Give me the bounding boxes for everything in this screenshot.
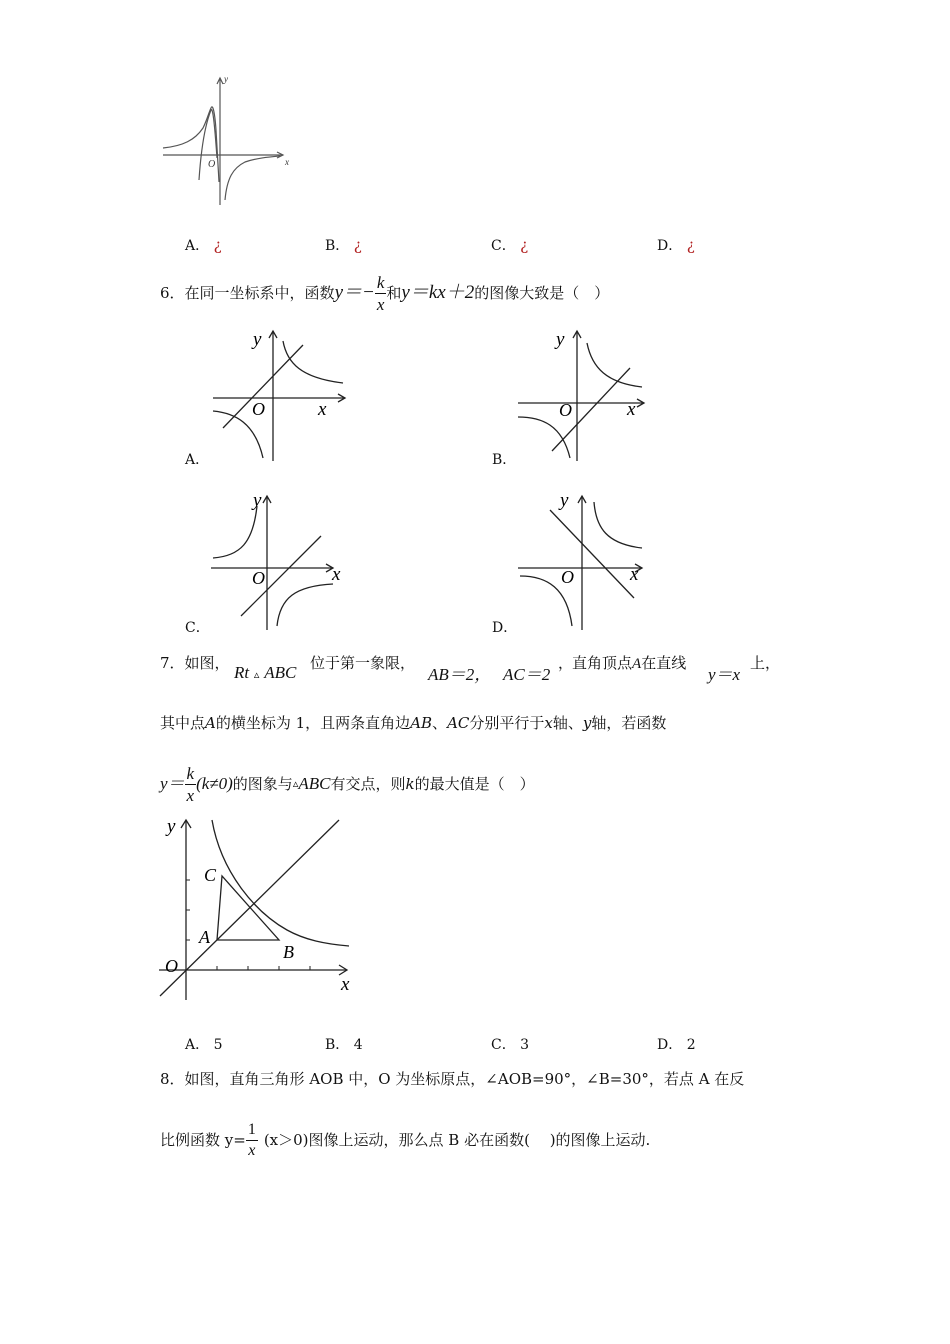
q7-l2-e: 轴、 [552, 714, 583, 732]
q5-option-c-value: ¿ [520, 236, 529, 254]
q7-l1-abc: ABC [264, 663, 297, 682]
q6b-origin-label: O [559, 400, 572, 420]
q5-x-label: x [285, 157, 289, 167]
q7-option-d[interactable] [657, 1034, 696, 1054]
q6-graph-c[interactable] [205, 488, 355, 633]
q6-graph-b[interactable] [512, 323, 662, 465]
q6d-y-label: y [560, 490, 569, 511]
q7-l2-d: 分别平行于 [469, 714, 545, 732]
q6-connector: 和 [386, 284, 402, 302]
q6b-hyperbola-upper [587, 343, 642, 387]
q7-l3-y: y＝ [160, 774, 185, 793]
q7-option-d-letter: D． [657, 1037, 683, 1053]
q7-l2-point-a: A [205, 714, 216, 732]
q5-option-c[interactable] [491, 235, 528, 255]
q8-line2 [160, 1117, 650, 1163]
q7-l3-numerator: k [186, 763, 195, 783]
q5-option-b-value: ¿ [353, 236, 362, 254]
q7-l2-ab: AB [410, 714, 433, 732]
q7-l1-d: 在直线 [641, 654, 687, 672]
q5-option-d-value: ¿ [686, 236, 695, 254]
q5-option-b[interactable] [325, 235, 362, 255]
q7-option-b-letter: B． [325, 1037, 350, 1053]
q7-l3-c: 的最大值是（ ） [414, 775, 535, 793]
q6b-x-label: x [627, 399, 636, 420]
q7-option-a-letter: A． [185, 1037, 210, 1053]
q6d-hyperbola-upper [594, 502, 642, 548]
q7-l3-condition: (k≠0) [196, 774, 233, 793]
q7-option-c[interactable] [491, 1034, 529, 1054]
q7-figure [155, 812, 360, 1002]
q7-option-c-value: 3 [520, 1037, 530, 1053]
q6b-y-label: y [556, 329, 565, 350]
q7-option-c-letter: C． [491, 1037, 516, 1053]
q6-graph-d-letter: D． [492, 620, 518, 636]
q7-l1-point-a: A [632, 656, 642, 672]
q7-l1-c: 直角顶点 [572, 654, 633, 672]
q6-expr1-fraction [375, 274, 387, 313]
q6a-hyperbola-upper [283, 341, 343, 383]
q5-y-label: y [224, 74, 228, 84]
q6-expr1-numerator: k [376, 272, 385, 292]
q6c-y-label: y [253, 490, 262, 511]
q5-option-a-letter: A． [185, 238, 210, 254]
q7-option-a-value: 5 [213, 1037, 223, 1053]
q6c-origin-label: O [252, 568, 265, 588]
q7-l1-yx: y＝x [708, 665, 741, 684]
q7-l2-c: 、 [432, 714, 448, 732]
q7-l1-ac: AC＝2 [503, 665, 551, 684]
q6-expr1-lhs: y＝− [334, 282, 375, 303]
q7-l1-comma: ， [558, 654, 574, 672]
q7-hyperbola [212, 820, 349, 946]
q5-option-a[interactable] [185, 235, 222, 255]
q7-l1-triangle: ▵ [253, 668, 260, 681]
q5-option-b-letter: B． [325, 238, 350, 254]
q7-l1-ab: AB＝2， [428, 665, 492, 684]
q5-curve-left [163, 107, 219, 182]
q8-l2-b: (x＞0)图像上运动，那么点 B 必在函数( )的图像上运动. [263, 1131, 651, 1149]
q6a-origin-label: O [252, 399, 265, 419]
q7-option-b[interactable] [325, 1034, 363, 1054]
q6-graph-d[interactable] [512, 488, 662, 633]
q7-l3-k: k [405, 775, 415, 793]
q7-number: 7． [160, 654, 185, 672]
q6a-x-label: x [318, 399, 327, 420]
q7-l3-a: 的图象与 [232, 775, 293, 793]
q7-line2 [160, 713, 666, 733]
q7-y-label: y [167, 816, 176, 837]
q8-l1: 如图，直角三角形 AOB 中，O 为坐标原点，∠AOB=90°，∠B=30°，若点 A 在反 [184, 1070, 745, 1088]
q7-l2-x: x [544, 714, 553, 732]
q6-stem [160, 272, 609, 314]
q7-x-label: x [341, 974, 350, 995]
q7-point-c-label: C [204, 865, 217, 885]
q7-l1-rt: Rt [234, 663, 250, 682]
q6c-hyperbola-lower [277, 584, 333, 626]
q7-l3-abc: ABC [298, 774, 331, 793]
q8-l2-denominator: x [248, 1141, 256, 1159]
q6-graph-a-letter: A． [185, 452, 210, 468]
q8-l2-a: 比例函数 y= [160, 1131, 246, 1149]
q7-l2-ac: AC [447, 714, 470, 732]
q6d-origin-label: O [561, 567, 574, 587]
q7-l3-denominator: x [186, 785, 195, 805]
q6d-x-label: x [630, 564, 639, 585]
q7-l2-a: 其中点 [160, 714, 206, 732]
q7-l3-fraction [185, 765, 197, 804]
q8-number: 8． [160, 1070, 185, 1088]
q6a-y-label: y [253, 329, 262, 350]
q7-l2-y: y [582, 714, 592, 732]
q7-line3 [160, 762, 535, 806]
q8-line1 [160, 1069, 744, 1089]
q7-l3-triangle: ▵ [292, 777, 299, 790]
q8-l2-fraction [246, 1122, 258, 1159]
q5-option-d[interactable] [657, 235, 695, 255]
q6c-hyperbola-upper [213, 506, 257, 558]
q6-graph-c-letter: C． [185, 620, 210, 636]
q6-number: 6． [160, 284, 185, 302]
q7-option-d-value: 2 [686, 1037, 696, 1053]
q7-point-b-label: B [283, 942, 294, 962]
q7-l2-b: 的横坐标为 1，且两条直角边 [215, 714, 411, 732]
q5-graph [155, 70, 300, 210]
q7-l1-a: 如图， [184, 654, 230, 672]
q7-origin-label: O [165, 956, 178, 976]
q7-l2-f: 轴，若函数 [591, 714, 667, 732]
q6-graph-b-letter: B． [492, 452, 517, 468]
q6-expr2: y＝kx＋2 [401, 282, 475, 303]
q7-l1-b: 位于第一象限， [310, 654, 416, 672]
q5-curve-right [225, 156, 280, 200]
q5-option-d-letter: D． [657, 238, 683, 254]
q7-option-a[interactable] [185, 1034, 223, 1054]
q8-l2-numerator: 1 [246, 1122, 258, 1141]
q5-option-a-value: ¿ [213, 236, 222, 254]
q6c-x-label: x [332, 564, 341, 585]
q7-option-b-value: 4 [353, 1037, 363, 1053]
q6-expr1-denominator: x [376, 294, 385, 314]
q5-origin-label: O [208, 159, 216, 170]
q5-option-c-letter: C． [491, 238, 516, 254]
q6-text-before: 在同一坐标系中，函数 [184, 284, 335, 302]
q7-l3-b: 有交点，则 [330, 775, 406, 793]
q6-text-after: 的图像大致是（ ） [474, 284, 610, 302]
q6b-hyperbola-lower [518, 417, 570, 458]
q6-graph-a[interactable] [205, 323, 355, 465]
q7-l1-e: 上， [750, 654, 781, 672]
q7-point-a-label: A [199, 927, 210, 947]
